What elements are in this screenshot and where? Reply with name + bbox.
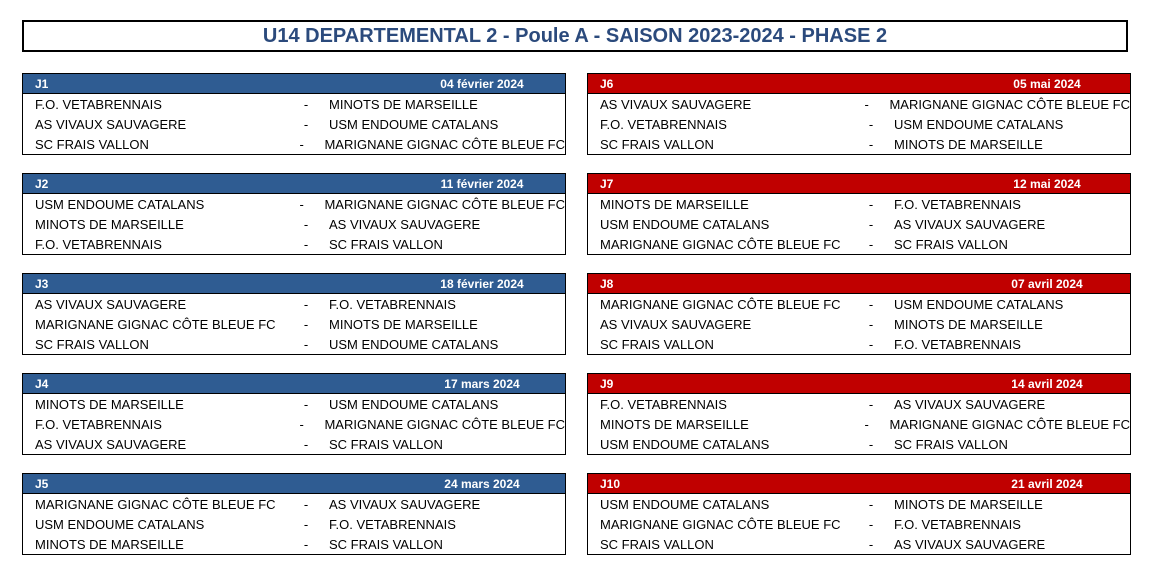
- round-date: 18 février 2024: [440, 276, 524, 291]
- match-row: [588, 534, 1130, 554]
- home-team: MINOTS DE MARSEILLE: [35, 216, 184, 232]
- away-team: F.O. VETABRENNAIS: [894, 336, 1021, 352]
- away-team: AS VIVAUX SAUVAGERE: [894, 536, 1046, 552]
- away-team: MARIGNANE GIGNAC CÔTE BLEUE FC: [324, 416, 565, 432]
- home-team: MARIGNANE GIGNAC CÔTE BLEUE FC: [35, 496, 276, 512]
- match-separator: -: [303, 296, 309, 312]
- match-separator: -: [299, 196, 304, 212]
- match-row: [588, 214, 1130, 234]
- match-separator: -: [303, 316, 309, 332]
- home-team: AS VIVAUX SAUVAGERE: [600, 316, 752, 332]
- round-label: J5: [35, 476, 49, 491]
- round-block-j1: [22, 73, 566, 155]
- home-team: USM ENDOUME CATALANS: [600, 436, 770, 452]
- match-row: [23, 394, 565, 414]
- match-separator: -: [299, 416, 304, 432]
- match-row: [23, 314, 565, 334]
- home-team: SC FRAIS VALLON: [600, 136, 714, 152]
- round-header: [23, 274, 565, 294]
- round-block-j5: [22, 473, 566, 555]
- match-row: [23, 334, 565, 354]
- round-date: 12 mai 2024: [1013, 176, 1081, 191]
- round-label: J6: [600, 76, 614, 91]
- round-header: [23, 474, 565, 494]
- match-separator: -: [303, 116, 309, 132]
- match-separator: -: [868, 296, 874, 312]
- round-date: 24 mars 2024: [444, 476, 520, 491]
- home-team: MINOTS DE MARSEILLE: [600, 416, 749, 432]
- match-separator: -: [303, 516, 309, 532]
- match-separator: -: [868, 536, 874, 552]
- match-row: [23, 94, 565, 114]
- match-separator: -: [868, 116, 874, 132]
- round-block-j6: [587, 73, 1131, 155]
- match-row: [588, 114, 1130, 134]
- match-separator: -: [303, 436, 309, 452]
- away-team: MINOTS DE MARSEILLE: [329, 96, 478, 112]
- away-team: USM ENDOUME CATALANS: [329, 336, 499, 352]
- round-label: J7: [600, 176, 614, 191]
- match-separator: -: [864, 416, 869, 432]
- round-block-j9: [587, 373, 1131, 455]
- match-separator: -: [868, 196, 874, 212]
- home-team: MARIGNANE GIGNAC CÔTE BLEUE FC: [600, 296, 841, 312]
- match-separator: -: [303, 396, 309, 412]
- home-team: F.O. VETABRENNAIS: [600, 116, 727, 132]
- match-separator: -: [868, 336, 874, 352]
- away-team: F.O. VETABRENNAIS: [329, 296, 456, 312]
- home-team: F.O. VETABRENNAIS: [35, 96, 162, 112]
- round-date: 04 février 2024: [440, 76, 524, 91]
- match-row: [588, 494, 1130, 514]
- match-separator: -: [303, 496, 309, 512]
- round-block-j7: [587, 173, 1131, 255]
- away-team: SC FRAIS VALLON: [329, 236, 443, 252]
- away-team: AS VIVAUX SAUVAGERE: [329, 216, 481, 232]
- away-team: MINOTS DE MARSEILLE: [894, 496, 1043, 512]
- home-team: MINOTS DE MARSEILLE: [35, 536, 184, 552]
- round-header: [588, 174, 1130, 194]
- away-team: USM ENDOUME CATALANS: [329, 396, 499, 412]
- away-team: SC FRAIS VALLON: [894, 436, 1008, 452]
- away-team: F.O. VETABRENNAIS: [329, 516, 456, 532]
- match-separator: -: [868, 236, 874, 252]
- match-row: [23, 234, 565, 254]
- match-separator: -: [299, 136, 304, 152]
- away-team: MARIGNANE GIGNAC CÔTE BLEUE FC: [324, 136, 565, 152]
- match-separator: -: [868, 496, 874, 512]
- round-block-j2: [22, 173, 566, 255]
- round-block-j8: [587, 273, 1131, 355]
- round-date: 21 avril 2024: [1011, 476, 1083, 491]
- round-date: 11 février 2024: [440, 176, 524, 191]
- home-team: AS VIVAUX SAUVAGERE: [600, 96, 752, 112]
- round-block-j3: [22, 273, 566, 355]
- home-team: MINOTS DE MARSEILLE: [35, 396, 184, 412]
- match-separator: -: [303, 96, 309, 112]
- round-header: [23, 74, 565, 94]
- away-team: MINOTS DE MARSEILLE: [894, 316, 1043, 332]
- match-row: [23, 414, 565, 434]
- match-separator: -: [303, 236, 309, 252]
- match-row: [588, 134, 1130, 154]
- home-team: USM ENDOUME CATALANS: [600, 496, 770, 512]
- away-team: AS VIVAUX SAUVAGERE: [329, 496, 481, 512]
- match-row: [23, 534, 565, 554]
- match-separator: -: [303, 216, 309, 232]
- home-team: AS VIVAUX SAUVAGERE: [35, 436, 187, 452]
- match-row: [588, 314, 1130, 334]
- match-separator: -: [303, 536, 309, 552]
- away-team: USM ENDOUME CATALANS: [894, 116, 1064, 132]
- round-block-j4: [22, 373, 566, 455]
- match-separator: -: [868, 136, 874, 152]
- match-row: [23, 494, 565, 514]
- match-row: [588, 94, 1130, 114]
- away-team: MARIGNANE GIGNAC CÔTE BLEUE FC: [889, 96, 1130, 112]
- match-separator: -: [303, 336, 309, 352]
- round-label: J4: [35, 376, 49, 391]
- home-team: USM ENDOUME CATALANS: [35, 516, 205, 532]
- round-label: J9: [600, 376, 614, 391]
- round-header: [588, 274, 1130, 294]
- page-title: U14 DEPARTEMENTAL 2 - Poule A - SAISON 2023-2024 - PHASE 2: [22, 20, 1128, 52]
- match-row: [588, 394, 1130, 414]
- home-team: MARIGNANE GIGNAC CÔTE BLEUE FC: [600, 236, 841, 252]
- round-date: 14 avril 2024: [1011, 376, 1083, 391]
- round-header: [23, 374, 565, 394]
- home-team: SC FRAIS VALLON: [600, 336, 714, 352]
- away-team: F.O. VETABRENNAIS: [894, 516, 1021, 532]
- match-row: [588, 194, 1130, 214]
- round-date: 17 mars 2024: [444, 376, 520, 391]
- away-team: MARIGNANE GIGNAC CÔTE BLEUE FC: [889, 416, 1130, 432]
- home-team: USM ENDOUME CATALANS: [35, 196, 205, 212]
- match-row: [23, 514, 565, 534]
- round-label: J1: [35, 76, 49, 91]
- away-team: AS VIVAUX SAUVAGERE: [894, 216, 1046, 232]
- home-team: F.O. VETABRENNAIS: [600, 396, 727, 412]
- match-row: [588, 514, 1130, 534]
- home-team: MARIGNANE GIGNAC CÔTE BLEUE FC: [35, 316, 276, 332]
- round-label: J2: [35, 176, 49, 191]
- away-team: SC FRAIS VALLON: [894, 236, 1008, 252]
- away-team: AS VIVAUX SAUVAGERE: [894, 396, 1046, 412]
- away-team: MINOTS DE MARSEILLE: [894, 136, 1043, 152]
- away-team: MARIGNANE GIGNAC CÔTE BLEUE FC: [324, 196, 565, 212]
- match-separator: -: [868, 516, 874, 532]
- home-team: F.O. VETABRENNAIS: [35, 236, 162, 252]
- away-team: USM ENDOUME CATALANS: [894, 296, 1064, 312]
- round-label: J8: [600, 276, 614, 291]
- round-header: [588, 374, 1130, 394]
- match-separator: -: [868, 316, 874, 332]
- home-team: AS VIVAUX SAUVAGERE: [35, 296, 187, 312]
- home-team: SC FRAIS VALLON: [600, 536, 714, 552]
- home-team: AS VIVAUX SAUVAGERE: [35, 116, 187, 132]
- home-team: MARIGNANE GIGNAC CÔTE BLEUE FC: [600, 516, 841, 532]
- round-header: [23, 174, 565, 194]
- round-label: J3: [35, 276, 49, 291]
- match-row: [588, 414, 1130, 434]
- match-row: [23, 214, 565, 234]
- match-row: [23, 194, 565, 214]
- match-row: [588, 294, 1130, 314]
- home-team: MINOTS DE MARSEILLE: [600, 196, 749, 212]
- round-header: [588, 74, 1130, 94]
- match-row: [23, 294, 565, 314]
- match-row: [23, 434, 565, 454]
- away-team: SC FRAIS VALLON: [329, 536, 443, 552]
- match-row: [588, 234, 1130, 254]
- round-date: 05 mai 2024: [1013, 76, 1081, 91]
- match-separator: -: [868, 396, 874, 412]
- round-block-j10: [587, 473, 1131, 555]
- away-team: F.O. VETABRENNAIS: [894, 196, 1021, 212]
- away-team: USM ENDOUME CATALANS: [329, 116, 499, 132]
- round-header: [588, 474, 1130, 494]
- home-team: SC FRAIS VALLON: [35, 336, 149, 352]
- away-team: SC FRAIS VALLON: [329, 436, 443, 452]
- round-label: J10: [600, 476, 621, 491]
- match-row: [588, 334, 1130, 354]
- match-row: [23, 114, 565, 134]
- home-team: F.O. VETABRENNAIS: [35, 416, 162, 432]
- match-separator: -: [868, 436, 874, 452]
- match-separator: -: [864, 96, 869, 112]
- match-row: [23, 134, 565, 154]
- home-team: SC FRAIS VALLON: [35, 136, 149, 152]
- home-team: USM ENDOUME CATALANS: [600, 216, 770, 232]
- away-team: MINOTS DE MARSEILLE: [329, 316, 478, 332]
- match-separator: -: [868, 216, 874, 232]
- match-row: [588, 434, 1130, 454]
- round-date: 07 avril 2024: [1011, 276, 1083, 291]
